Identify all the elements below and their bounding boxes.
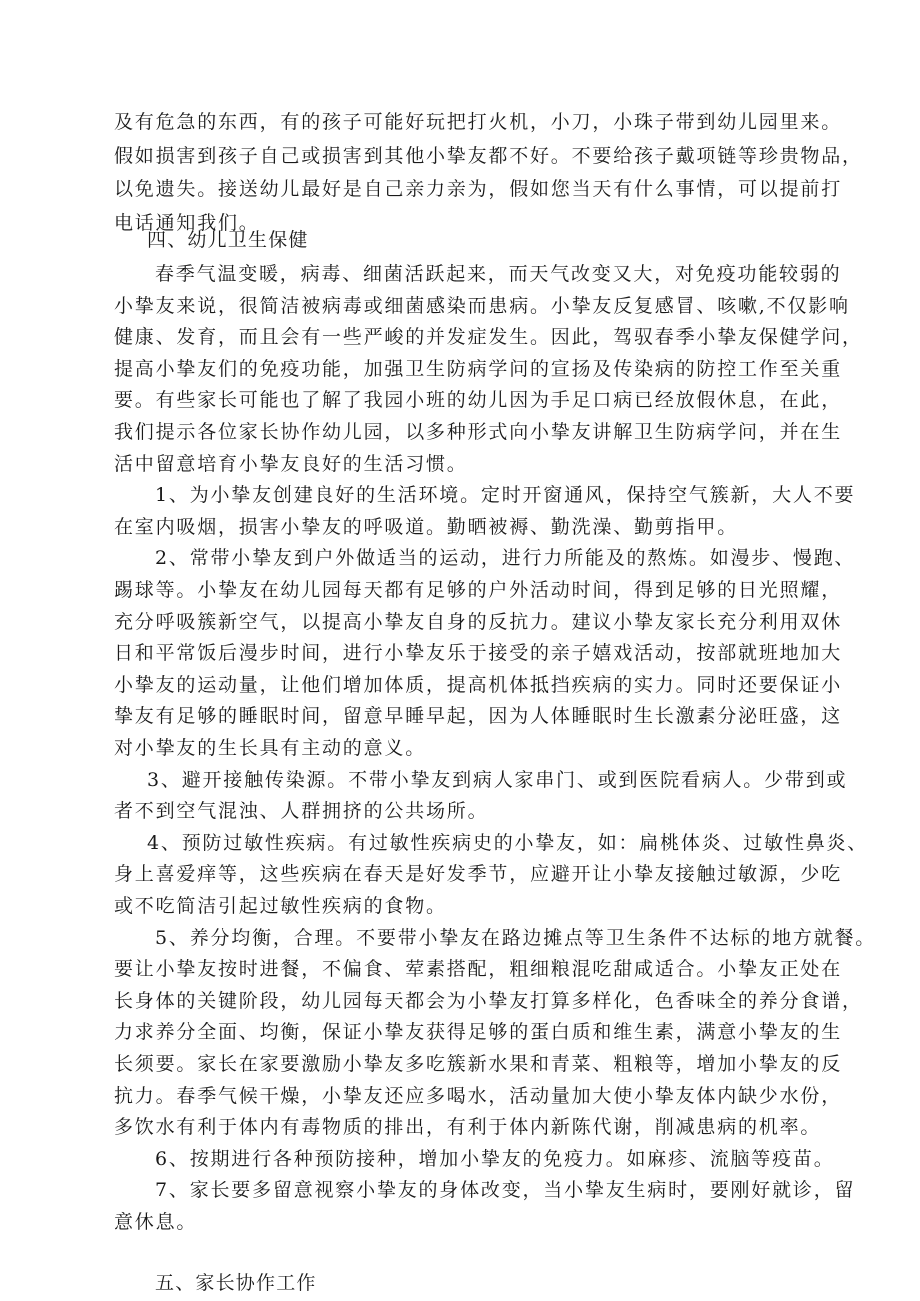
item-5-line-3: 长身体的关键阶段，幼儿园每天都会为小挚友打算多样化，色香味全的养分食谱，	[114, 990, 863, 1012]
item-2-line-3: 充分呼吸簇新空气，以提高小挚友自身的反抗力。建议小挚友家长充分利用双休	[114, 611, 843, 633]
section-four-line-2: 小挚友来说，很简洁被病毒或细菌感染而患病。小挚友反复感冒、咳嗽,不仅影响	[114, 295, 850, 317]
item-7-line-1: 7、家长要多留意视察小挚友的身体改变，当小挚友生病时，要刚好就诊，留	[155, 1179, 856, 1201]
item-2-line-4: 日和平常饭后漫步时间，进行小挚友乐于接受的亲子嬉戏活动，按部就班地加大	[114, 642, 843, 664]
item-1-line-1: 1、为小挚友创建良好的生活环境。定时开窗通风，保持空气簇新，大人不要	[155, 484, 856, 506]
item-2-line-2: 踢球等。小挚友在幼儿园每天都有足够的户外活动时间，得到足够的日光照耀，	[114, 579, 843, 601]
item-5-line-5: 长须要。家长在家要激励小挚友多吃簇新水果和青菜、粗粮等，增加小挚友的反	[114, 1053, 843, 1075]
item-5-line-6: 抗力。春季气候干燥，小挚友还应多喝水，活动量加大使小挚友体内缺少水份，	[114, 1085, 843, 1107]
item-5-line-7: 多饮水有利于体内有毒物质的排出，有利于体内新陈代谢，削减患病的机率。	[114, 1116, 822, 1138]
item-1-line-2: 在室内吸烟，损害小挚友的呼吸道。勤晒被褥、勤洗澡、勤剪指甲。	[114, 516, 739, 538]
section-four-line-6: 我们提示各位家长协作幼儿园，以多种形式向小挚友讲解卫生防病学问，并在生	[114, 421, 843, 443]
section-four-line-5: 要。有些家长可能也了解了我园小班的幼儿因为手足口病已经放假休息，在此，	[114, 389, 843, 411]
item-6-line-1: 6、按期进行各种预防接种，增加小挚友的免疫力。如麻疹、流脑等疫苗。	[155, 1148, 835, 1170]
section-four-heading: 四、幼儿卫生保健	[147, 229, 309, 251]
section-five-heading: 五、家长协作工作	[155, 1272, 317, 1294]
intro-line-4: 电话通知我们。	[114, 212, 260, 234]
item-3-line-2: 者不到空气混浊、人群拥挤的公共场所。	[114, 800, 489, 822]
item-2-line-5: 小挚友的运动量，让他们增加体质，提高机体抵挡疾病的实力。同时还要保证小	[114, 674, 843, 696]
intro-line-1: 及有危急的东西，有的孩子可能好玩把打火机，小刀，小珠子带到幼儿园里来。	[114, 111, 843, 133]
section-four-line-4: 提高小挚友们的免疫功能，加强卫生防病学问的宣扬及传染病的防控工作至关重	[114, 358, 843, 380]
item-7-line-2: 意休息。	[114, 1211, 198, 1233]
item-5-line-1: 5、养分均衡，合理。不要带小挚友在路边摊点等卫生条件不达标的地方就餐。	[155, 927, 877, 949]
item-4-line-1: 4、预防过敏性疾病。有过敏性疾病史的小挚友，如：扁桃体炎、过敏性鼻炎、	[147, 832, 869, 854]
item-4-line-2: 身上喜爱痒等，这些疾病在春天是好发季节，应避开让小挚友接触过敏源，少吃	[114, 863, 843, 885]
item-2-line-1: 2、常带小挚友到户外做适当的运动，进行力所能及的熬炼。如漫步、慢跑、	[155, 547, 856, 569]
item-4-line-3: 或不吃简洁引起过敏性疾病的食物。	[114, 895, 447, 917]
section-four-line-3: 健康、发育，而且会有一些严峻的并发症发生。因此，驾驭春季小挚友保健学问，	[114, 326, 863, 348]
item-2-line-6: 挚友有足够的睡眠时间，留意早睡早起，因为人体睡眠时生长激素分泌旺盛，这	[114, 705, 843, 727]
intro-line-2: 假如损害到孩子自己或损害到其他小挚友都不好。不要给孩子戴项链等珍贵物品，	[114, 145, 863, 167]
item-5-line-4: 力求养分全面、均衡，保证小挚友获得足够的蛋白质和维生素，满意小挚友的生	[114, 1021, 843, 1043]
section-four-line-7: 活中留意培育小挚友良好的生活习惯。	[114, 453, 468, 475]
item-5-line-2: 要让小挚友按时进餐，不偏食、荤素搭配，粗细粮混吃甜咸适合。小挚友正处在	[114, 958, 843, 980]
item-3-line-1: 3、避开接触传染源。不带小挚友到病人家串门、或到医院看病人。少带到或	[147, 769, 848, 791]
section-four-line-1: 春季气温变暖，病毒、细菌活跃起来，而天气改变又大，对免疫功能较弱的	[155, 263, 842, 285]
intro-line-3: 以免遗失。接送幼儿最好是自己亲力亲为，假如您当天有什么事情，可以提前打	[114, 178, 843, 200]
item-2-line-7: 对小挚友的生长具有主动的意义。	[114, 737, 427, 759]
